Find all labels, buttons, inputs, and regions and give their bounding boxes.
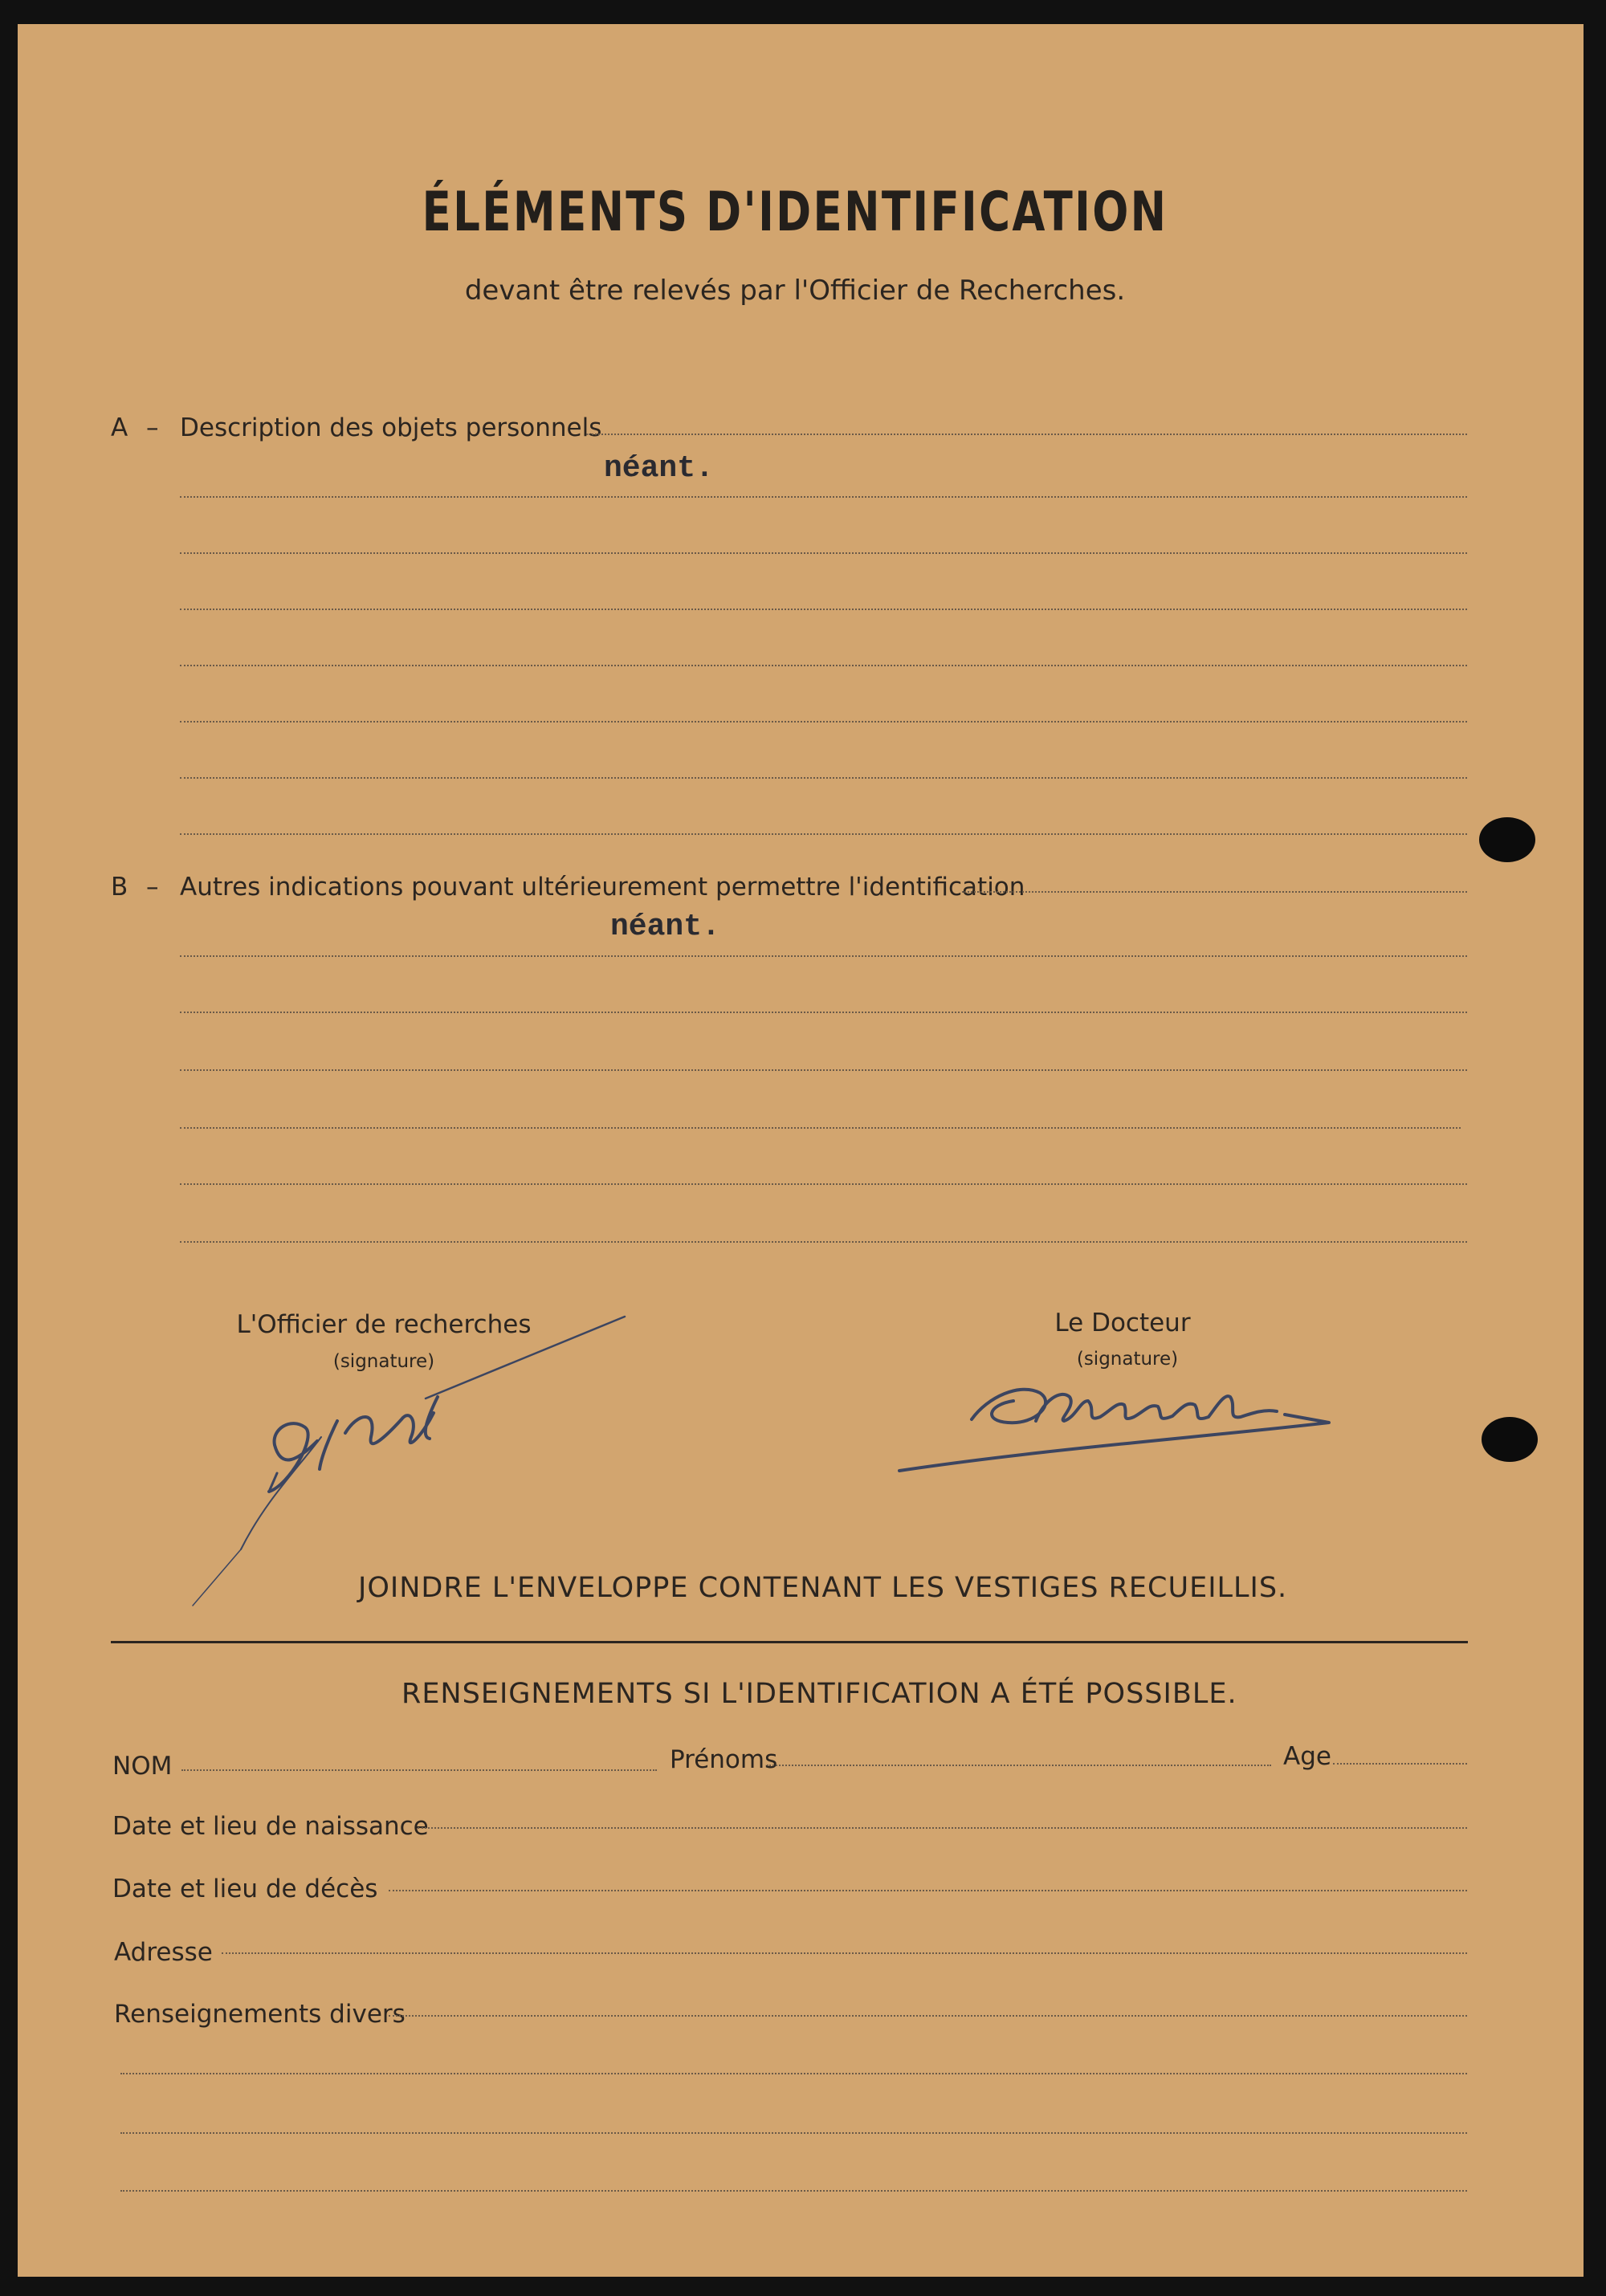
divers-line-2 xyxy=(120,2132,1467,2134)
naissance-line xyxy=(418,1827,1467,1829)
section-a-dash: – xyxy=(146,413,159,442)
section-b-dash: – xyxy=(146,873,159,902)
prenoms-line xyxy=(767,1765,1271,1766)
prenoms-label: Prénoms xyxy=(670,1745,778,1774)
identification-heading: RENSEIGNEMENTS SI L'IDENTIFICATION A ÉTÉ POSSIBLE. xyxy=(402,1678,1237,1710)
divers-line-3 xyxy=(120,2190,1467,2192)
officer-signature-label: L'Officier de recherches xyxy=(236,1310,532,1339)
nom-label: NOM xyxy=(112,1752,173,1781)
doctor-signature-sublabel: (signature) xyxy=(1076,1349,1179,1370)
section-a-letter: A xyxy=(111,413,128,442)
section-b-label: Autres indications pouvant ultérieurement permettre l'identification xyxy=(180,873,1025,902)
divers-line-0 xyxy=(389,2015,1467,2017)
age-line xyxy=(1333,1763,1467,1765)
adresse-label: Adresse xyxy=(114,1938,213,1967)
officer-signature-sublabel: (signature) xyxy=(332,1351,435,1372)
section-b-letter: B xyxy=(111,873,128,902)
adresse-line xyxy=(222,1952,1467,1954)
section-b-value: néant. xyxy=(610,910,720,944)
nom-line xyxy=(181,1769,657,1771)
age-label: Age xyxy=(1283,1742,1331,1771)
page-title: ÉLÉMENTS D'IDENTIFICATION xyxy=(422,181,1168,244)
section-a-value: néant. xyxy=(604,451,714,486)
section-a-label: Description des objets personnels xyxy=(180,413,602,442)
section-divider xyxy=(111,1641,1468,1643)
deces-label: Date et lieu de décès xyxy=(112,1875,378,1903)
doctor-signature-label: Le Docteur xyxy=(1054,1309,1191,1337)
naissance-label: Date et lieu de naissance xyxy=(112,1812,429,1841)
enclosure-notice: JOINDRE L'ENVELOPPE CONTENANT LES VESTIGES RECUEILLIS. xyxy=(358,1572,1288,1604)
page-subtitle: devant être relevés par l'Officier de Recherches. xyxy=(464,275,1126,307)
divers-line-1 xyxy=(120,2073,1467,2074)
divers-label: Renseignements divers xyxy=(114,2000,406,2029)
deces-line xyxy=(389,1890,1467,1891)
